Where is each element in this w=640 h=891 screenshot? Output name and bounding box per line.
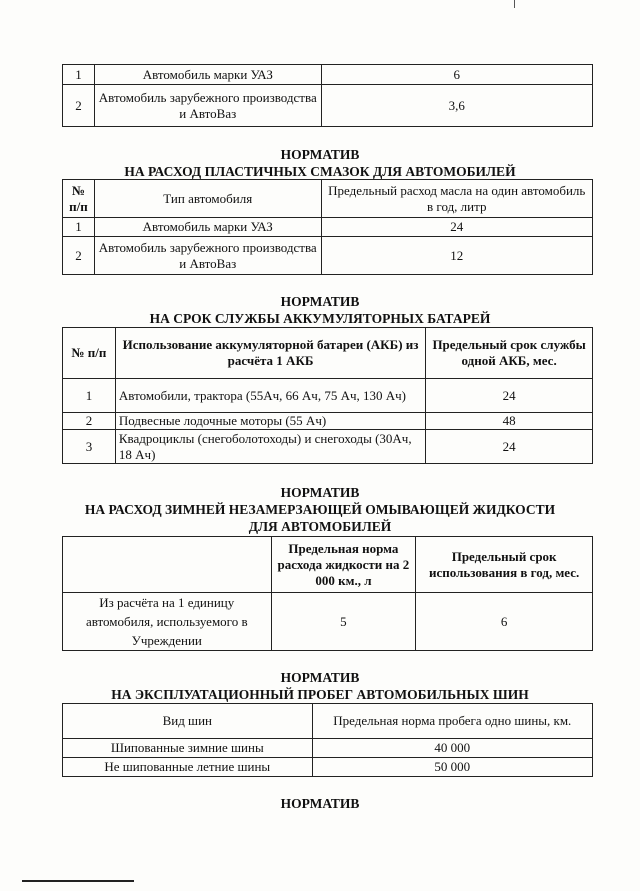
row-number: 2: [63, 413, 116, 430]
footer-rule: [22, 880, 134, 882]
usage-description: Подвесные лодочные моторы (55 Ач): [115, 413, 425, 430]
title-line: НА СРОК СЛУЖБЫ АККУМУЛЯТОРНЫХ БАТАРЕЙ: [149, 311, 491, 326]
section-title-washer-fluid: [0, 484, 640, 535]
title-line: НА ЭКСПЛУАТАЦИОННЫЙ ПРОБЕГ АВТОМОБИЛЬНЫХ ШИН: [111, 687, 529, 702]
scan-mark: [514, 0, 515, 8]
title-line: НА РАСХОД ЗИМНЕЙ НЕЗАМЕРЗАЮЩЕЙ ОМЫВАЮЩЕЙ ЖИДКОСТИ: [84, 502, 556, 517]
title-line: НОРМАТИВ: [280, 670, 360, 685]
title-line: НА РАСХОД ПЛАСТИЧНЫХ СМАЗОК ДЛЯ АВТОМОБИЛЕЙ: [124, 164, 516, 179]
vehicle-type: Автомобиль зарубежного производства и АвтоВаз: [94, 237, 321, 275]
column-header: Предельная норма пробега одно шины, км.: [312, 704, 592, 739]
tire-mileage-table: [62, 703, 593, 777]
column-header: Предельная норма расхода жидкости на 2 000 км., л: [271, 537, 416, 593]
column-header: Вид шин: [63, 704, 313, 739]
column-header: Использование аккумуляторной батареи (АКБ) из расчёта 1 АКБ: [115, 328, 425, 379]
table-row: [63, 758, 593, 777]
washer-fluid-norm-table: [62, 536, 593, 651]
vehicle-type: Автомобиль марки УАЗ: [94, 65, 321, 85]
vehicle-type: Автомобиль марки УАЗ: [94, 218, 321, 237]
column-header: Предельный срок службы одной АКБ, мес.: [426, 328, 593, 379]
table-header-row: [63, 328, 593, 379]
row-number: 2: [63, 237, 95, 275]
row-number: 3: [63, 430, 116, 464]
mileage-value: 50 000: [312, 758, 592, 777]
column-header: № п/п: [63, 180, 95, 218]
section-title-tires: [0, 669, 640, 703]
tire-type: Шипованные зимние шины: [63, 739, 313, 758]
table-row: [63, 739, 593, 758]
table-header-row: [63, 704, 593, 739]
column-header: Предельный срок использования в год, мес.: [416, 537, 593, 593]
vehicle-type: Автомобиль зарубежного производства и АвтоВаз: [94, 85, 321, 127]
lifetime-value: 24: [426, 430, 593, 464]
fuel-norm-table-continued: [62, 64, 593, 127]
column-header: № п/п: [63, 328, 116, 379]
section-title-batteries: [0, 293, 640, 327]
table-row: [63, 430, 593, 464]
section-title-lubricants: [0, 146, 640, 180]
norm-value: 24: [321, 218, 592, 237]
table-row: [63, 85, 593, 127]
calculation-basis: Из расчёта на 1 единицу автомобиля, используемого в Учреждении: [63, 593, 272, 651]
title-line: ДЛЯ АВТОМОБИЛЕЙ: [248, 519, 392, 534]
row-number: 1: [63, 379, 116, 413]
consumption-value: 5: [271, 593, 416, 651]
title-line: НОРМАТИВ: [280, 485, 360, 500]
column-header: Предельный расход масла на один автомобиль в год, литр: [321, 180, 592, 218]
lifetime-value: 24: [426, 379, 593, 413]
tire-type: Не шипованные летние шины: [63, 758, 313, 777]
usage-period-value: 6: [416, 593, 593, 651]
section-title-next: [0, 795, 640, 812]
norm-value: 6: [321, 65, 592, 85]
usage-description: Автомобили, трактора (55Ач, 66 Ач, 75 Ач, 130 Ач): [115, 379, 425, 413]
table-header-row: [63, 537, 593, 593]
battery-lifetime-table: [62, 327, 593, 464]
table-row: [63, 379, 593, 413]
column-header: Тип автомобиля: [94, 180, 321, 218]
row-number: 2: [63, 85, 95, 127]
title-line: НОРМАТИВ: [280, 294, 360, 309]
lubricants-norm-table: [62, 179, 593, 275]
norm-value: 12: [321, 237, 592, 275]
table-row: [63, 237, 593, 275]
row-number: 1: [63, 218, 95, 237]
table-row: [63, 65, 593, 85]
title-line: НОРМАТИВ: [280, 796, 360, 811]
title-line: НОРМАТИВ: [280, 147, 360, 162]
row-number: 1: [63, 65, 95, 85]
norm-value: 3,6: [321, 85, 592, 127]
usage-description: Квадроциклы (снегоболотоходы) и снегоходы (30Ач, 18 Ач): [115, 430, 425, 464]
table-row: [63, 593, 593, 651]
lifetime-value: 48: [426, 413, 593, 430]
table-row: [63, 413, 593, 430]
table-row: [63, 218, 593, 237]
mileage-value: 40 000: [312, 739, 592, 758]
table-header-row: [63, 180, 593, 218]
column-header: [63, 537, 272, 593]
